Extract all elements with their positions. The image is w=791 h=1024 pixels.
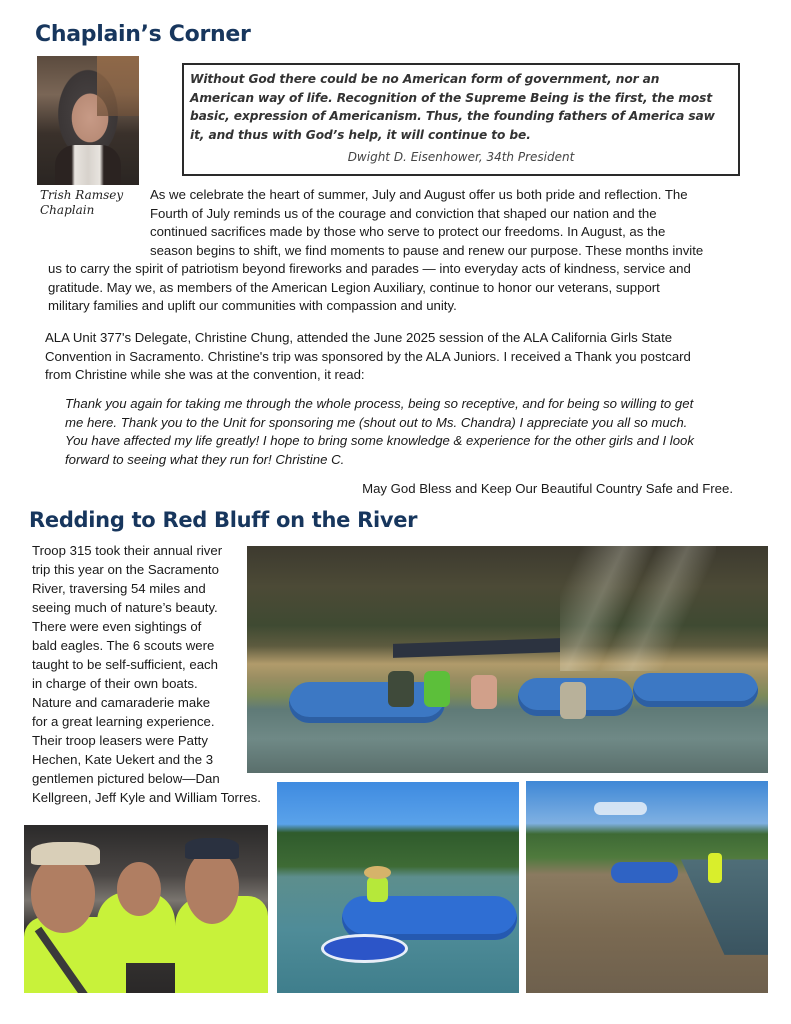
paragraph-line: continued sacrifices made by those who serve to protect our freedoms. In August, as the: [150, 224, 666, 240]
river-line: taught to be self-sufficient, each: [32, 657, 218, 672]
face: [185, 850, 239, 924]
paragraph-line: military families and uplift our communities with compassion and unity.: [48, 298, 457, 314]
riverbank-photo: [526, 781, 768, 993]
chaplain-photo-caption: [40, 188, 123, 218]
river-line: bald eagles. The 6 scouts were: [32, 638, 215, 653]
cloud: [594, 802, 647, 815]
paddler: [367, 877, 389, 902]
girls-state-paragraph: [45, 329, 765, 385]
raft: [633, 673, 758, 707]
caption-name: Trish Ramsey: [40, 188, 124, 202]
person: [471, 675, 497, 709]
river-line: trip this year on the Sacramento: [32, 562, 219, 577]
portrait-clothing: [55, 145, 121, 185]
paragraph-line: gratitude. May we, as members of the American Legion Auxiliary, continue to honor our veterans, support: [48, 279, 660, 295]
cap: [185, 838, 239, 858]
postcard-line: me here. Thank you to the Unit for sponsoring me (shout out to Ms. Chandra) I appreciate you all so much.: [65, 414, 688, 430]
paragraph-line: ALA Unit 377's Delegate, Christine Chung, attended the June 2025 session of the ALA California Girls State: [45, 330, 673, 345]
river-line: There were even sightings of: [32, 619, 202, 634]
river-camp-photo: [247, 546, 768, 773]
quote-line: basic, expression of Americanism. Thus, the founding fathers of America saw: [190, 109, 715, 123]
river-trip-heading: Redding to Red Bluff on the River: [29, 508, 418, 532]
person: [560, 682, 586, 718]
intro-paragraph-indented: [150, 186, 750, 260]
person: [424, 671, 450, 707]
person: [388, 671, 414, 707]
river-line: Nature and camaraderie make: [32, 695, 211, 710]
paragraph-line: As we celebrate the heart of summer, July and August offer us both pride and reflection. The: [150, 187, 688, 202]
chaplain-portrait-photo: [37, 56, 139, 185]
postcard-line: Thank you again for taking me through the whole process, being so receptive, and for being so willing to get: [65, 396, 694, 411]
face: [31, 855, 94, 932]
river-line: River, traversing 54 miles and: [32, 581, 206, 596]
paragraph-line: from Christine while she was at the convention, it read:: [45, 367, 365, 383]
person: [708, 853, 723, 883]
river-line: Troop 315 took their annual river: [32, 543, 223, 558]
hat: [31, 842, 99, 866]
paragraph-line: Convention in Sacramento. Christine's trip was sponsored by the ALA Juniors. I received a Thank you postcard: [45, 348, 691, 364]
quote-line: American way of life. Recognition of the Supreme Being is the first, the most: [190, 90, 713, 105]
raft: [289, 682, 445, 723]
river-line: Kellgreen, Jeff Kyle and William Torres.: [32, 790, 261, 805]
river-line: in charge of their own boats.: [32, 676, 198, 691]
intro-paragraph-continued: [48, 260, 758, 316]
paragraph-line: season begins to shift, we find moments to pause and renew our purpose. These months invite: [150, 242, 704, 258]
straw-hat: [364, 866, 391, 879]
river-line: seeing much of nature’s beauty.: [32, 600, 218, 615]
closing-blessing: May God Bless and Keep Our Beautiful Country Safe and Free.: [362, 481, 733, 496]
chaplains-corner-heading: Chaplain’s Corner: [35, 22, 251, 47]
river-line: Their troop leasers were Patty: [32, 733, 208, 748]
paddling-rafts-photo: [277, 782, 519, 993]
river-line: for a great learning experience.: [32, 714, 215, 729]
quote-line: Without God there could be no American form of government, nor an: [190, 72, 660, 86]
shade-canopy: [393, 638, 560, 657]
leaders-selfie-photo: [24, 825, 268, 993]
paragraph-line: Fourth of July reminds us of the courage and conviction that shaped our nation and the: [150, 205, 657, 221]
postcard-quote: [65, 395, 755, 469]
quote-attribution: Dwight D. Eisenhower, 34th President: [347, 150, 575, 164]
river-trip-text: [32, 541, 282, 807]
face: [117, 862, 161, 916]
sunlight-rays: [560, 546, 716, 671]
postcard-line: forward to seeing what they run for! Christine C.: [65, 451, 345, 467]
quote-line: it, and thus with God’s help, it will continue to be.: [190, 127, 531, 142]
paragraph-line: us to carry the spirit of patriotism beyond fireworks and parades — into everyday acts of kindness, service and: [48, 261, 691, 276]
eisenhower-quote-box: [182, 63, 740, 176]
bookshelf-background: [97, 56, 139, 116]
beached-rafts: [611, 862, 679, 883]
river-line: Hechen, Kate Uekert and the 3: [32, 752, 214, 767]
caption-title: Chaplain: [40, 203, 95, 217]
inner-tube: [321, 934, 408, 964]
river-line: gentlemen pictured below—Dan: [32, 771, 220, 786]
postcard-line: You have affected my life greatly! I hope to bring some knowledge & experience for the other girls and I look: [65, 433, 694, 449]
